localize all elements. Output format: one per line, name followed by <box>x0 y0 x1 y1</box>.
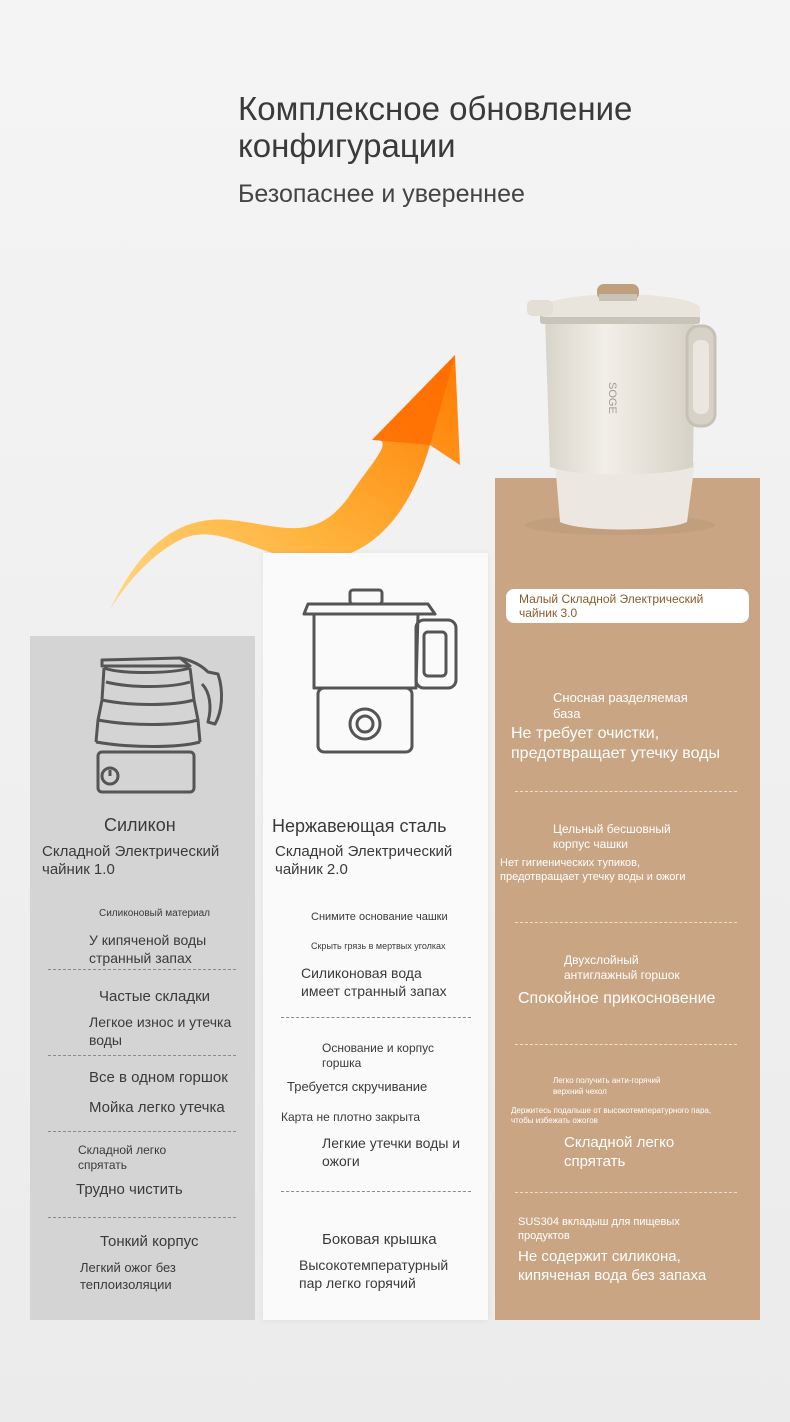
col1-item1-text: У кипяченой воды странный запах <box>89 932 207 966</box>
divider <box>515 791 737 792</box>
divider <box>48 1131 236 1132</box>
col2-item2-small3: Карта не плотно закрыта <box>281 1110 421 1124</box>
col3-item4-text: Складной легко спрятать <box>564 1134 675 1170</box>
col2-material: Нержавеющая сталь <box>272 816 447 836</box>
divider <box>281 1017 471 1018</box>
col2-item2-text: Легкие утечки воды и ожоги <box>322 1135 461 1169</box>
divider <box>48 969 236 970</box>
divider <box>515 922 737 923</box>
silicone-kettle-icon <box>90 652 225 802</box>
divider <box>48 1055 236 1056</box>
col3-item1-text: Не требует очистки, предотвращает утечку воды <box>511 725 720 762</box>
col3-item1-small: Сносная разделяемая база <box>553 690 688 721</box>
steel-kettle-icon <box>300 588 465 758</box>
col2-item2-small2: Требуется скручивание <box>287 1079 428 1094</box>
col3-product-label: Малый Складной Электрический чайник 3.0 <box>506 589 749 623</box>
divider <box>281 1191 471 1192</box>
col2-item1-text: Силиконовая вода имеет странный запах <box>301 965 447 999</box>
col2-item3-small: Боковая крышка <box>322 1231 437 1248</box>
page-title: Комплексное обновление конфигурации <box>238 90 633 164</box>
col3-item3-small: Двухслойный антиглажный горшок <box>564 953 680 982</box>
col3-item4-small2: Держитесь подальше от высокотемпературного пара, чтобы избежать ожогов <box>511 1106 712 1125</box>
col1-material: Силикон <box>104 815 176 835</box>
divider <box>515 1044 737 1045</box>
col3-item3-text: Спокойное прикосновение <box>518 990 716 1007</box>
col1-item2-small: Частые складки <box>99 988 211 1005</box>
col3-item5-small: SUS304 вкладыш для пищевых продуктов <box>518 1216 680 1242</box>
brand-text: SOGE <box>606 382 618 414</box>
col2-item1-small2: Скрыть грязь в мертвых уголках <box>311 941 446 951</box>
col2-item1-small: Снимите основание чашки <box>311 911 448 923</box>
kettle-3-product-image <box>515 272 730 537</box>
col1-item5-small: Тонкий корпус <box>100 1233 199 1250</box>
col1-item4-text: Трудно чистить <box>76 1181 183 1198</box>
divider <box>515 1192 737 1193</box>
col3-item2-text: Нет гигиенических тупиков, предотвращает утечку воды и ожоги <box>500 857 686 883</box>
col2-item2-small: Основание и корпус горшка <box>322 1041 435 1070</box>
divider <box>48 1217 236 1218</box>
col2-item3-text: Высокотемпературный пар легко горячий <box>299 1257 449 1291</box>
col1-item5-text: Легкий ожог без теплоизоляции <box>80 1260 176 1292</box>
col1-item1-small: Силиконовый материал <box>99 908 211 919</box>
page-subtitle: Безопаснее и увереннее <box>238 180 525 208</box>
col1-product: Складной Электрический чайник 1.0 <box>42 843 220 878</box>
col1-item4-small: Складной легко спрятать <box>78 1143 167 1172</box>
col1-item3-text: Мойка легко утечка <box>89 1099 225 1116</box>
col1-item3-small: Все в одном горшок <box>89 1069 228 1086</box>
col1-item2-text: Легкое износ и утечка воды <box>89 1014 232 1048</box>
col3-item5-text: Не содержит силикона, кипяченая вода без запаха <box>518 1248 707 1284</box>
col3-item2-small: Цельный бесшовный корпус чашки <box>553 822 671 851</box>
col2-product: Складной Электрический чайник 2.0 <box>275 843 453 878</box>
col3-item4-small: Легко получить анти-горячий верхний чехол <box>553 1076 661 1096</box>
